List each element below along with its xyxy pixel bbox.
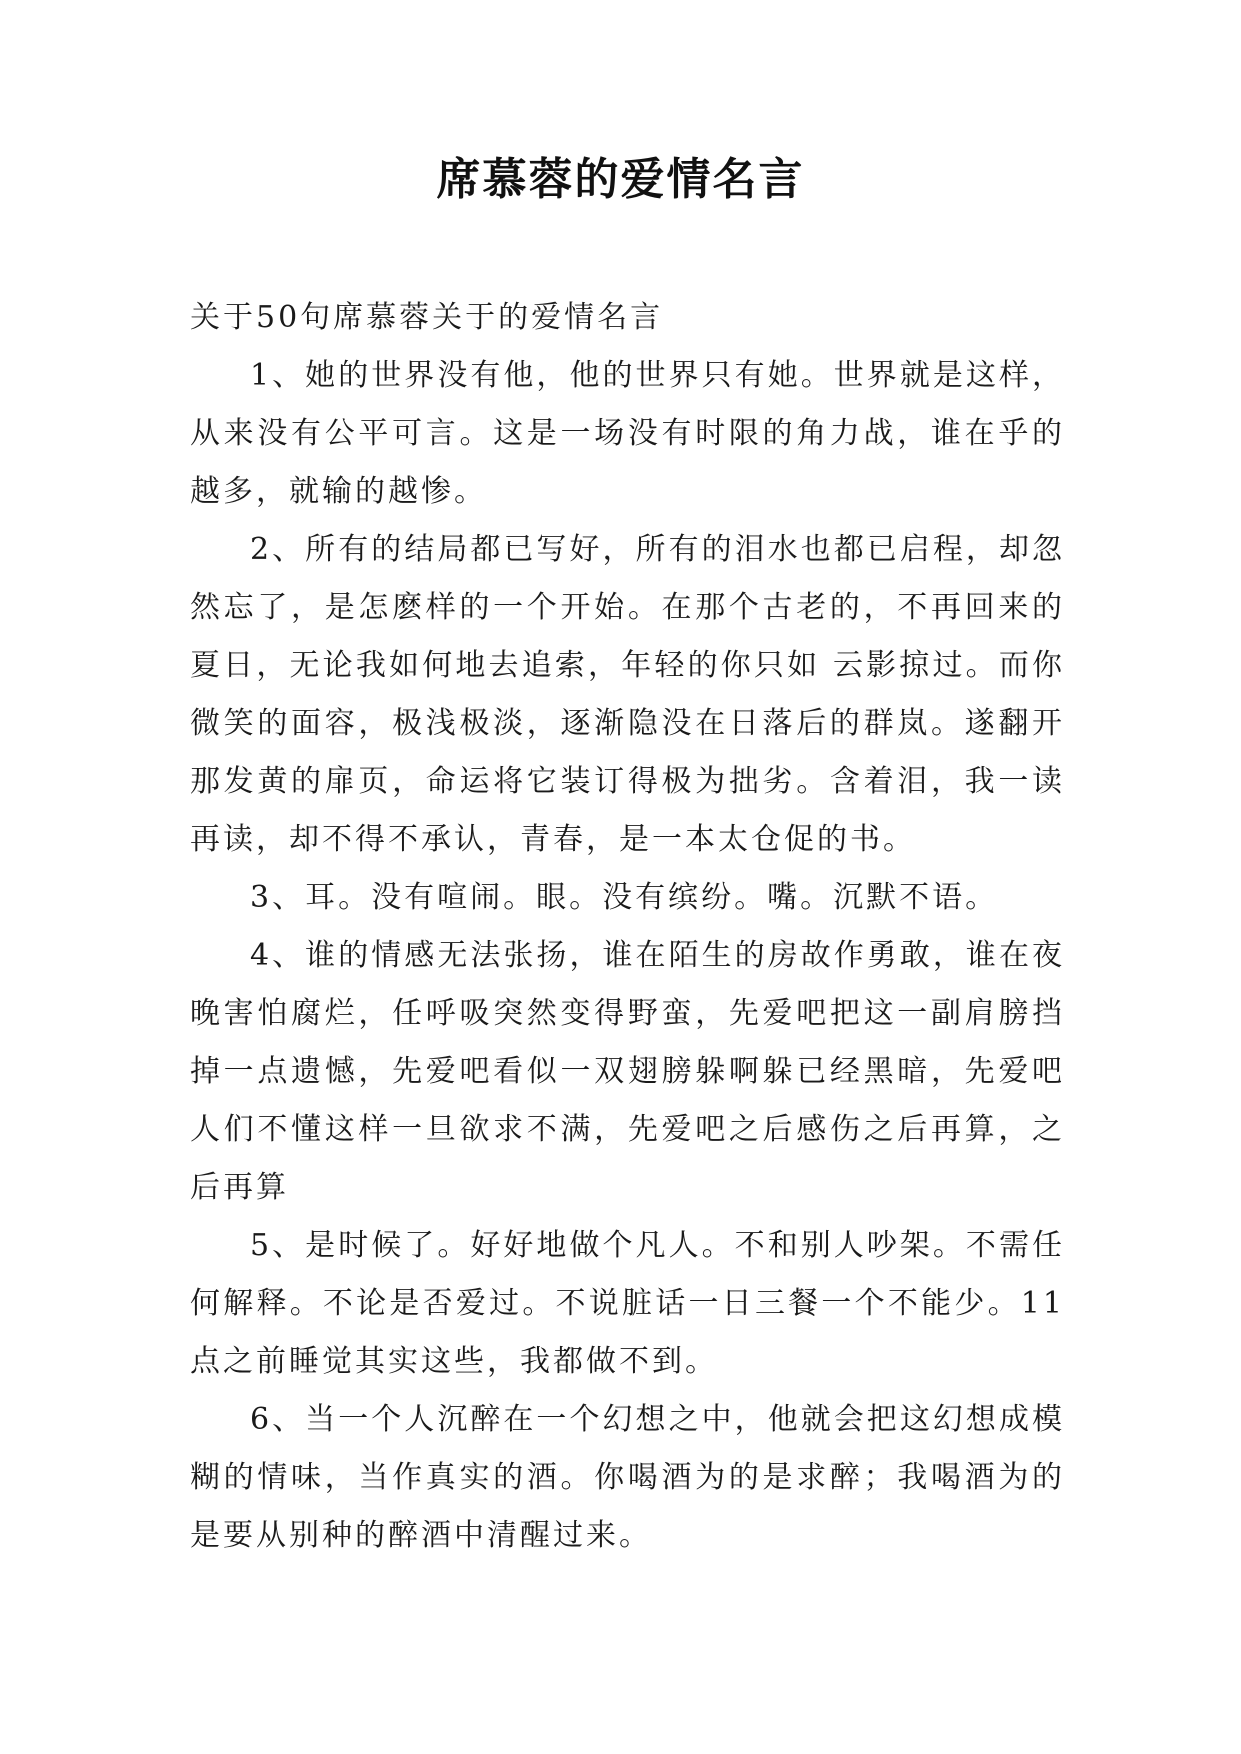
quote-paragraph-1: 1、她的世界没有他，他的世界只有她。世界就是这样，从来没有公平可言。这是一场没有时限的角力战，谁在乎的越多，就输的越惨。 — [190, 358, 1065, 509]
quote-paragraph-3: 3、耳。没有喧闹。眼。没有缤纷。嘴。沉默不语。 — [250, 880, 999, 915]
document-title: 席慕蓉的爱情名言 — [436, 154, 805, 205]
intro-line: 关于50句席慕蓉关于的爱情名言 — [190, 300, 664, 335]
document-body — [190, 289, 1065, 1565]
quote-paragraph-6: 6、当一个人沉醉在一个幻想之中，他就会把这幻想成模糊的情味，当作真实的酒。你喝酒为的是求醉；我喝酒为的是要从别种的醉酒中清醒过来。 — [190, 1402, 1065, 1553]
quote-paragraph-4: 4、谁的情感无法张扬，谁在陌生的房故作勇敢，谁在夜晚害怕腐烂，任呼吸突然变得野蛮，先爱吧把这一副肩膀挡掉一点遗憾，先爱吧看似一双翅膀躲啊躲已经黑暗，先爱吧人们不懂这样一旦欲求不满，先爱吧之后感伤之后再算，之后再算 — [190, 938, 1065, 1205]
quote-paragraph-5: 5、是时候了。好好地做个凡人。不和别人吵架。不需任何解释。不论是否爱过。不说脏话一日三餐一个不能少。11点之前睡觉其实这些，我都做不到。 — [190, 1228, 1065, 1379]
quote-paragraph-2: 2、所有的结局都已写好，所有的泪水也都已启程，却忽然忘了，是怎麽样的一个开始。在那个古老的，不再回来的夏日，无论我如何地去追索，年轻的你只如 云影掠过。而你微笑的面容，极浅极淡，逐渐隐没在日落后的群岚。遂翻开那发黄的扉页，命运将它装订得极为拙劣。含着泪，我一读再读，却不得不承认，青春，是一本太仓促的书。 — [190, 532, 1065, 857]
